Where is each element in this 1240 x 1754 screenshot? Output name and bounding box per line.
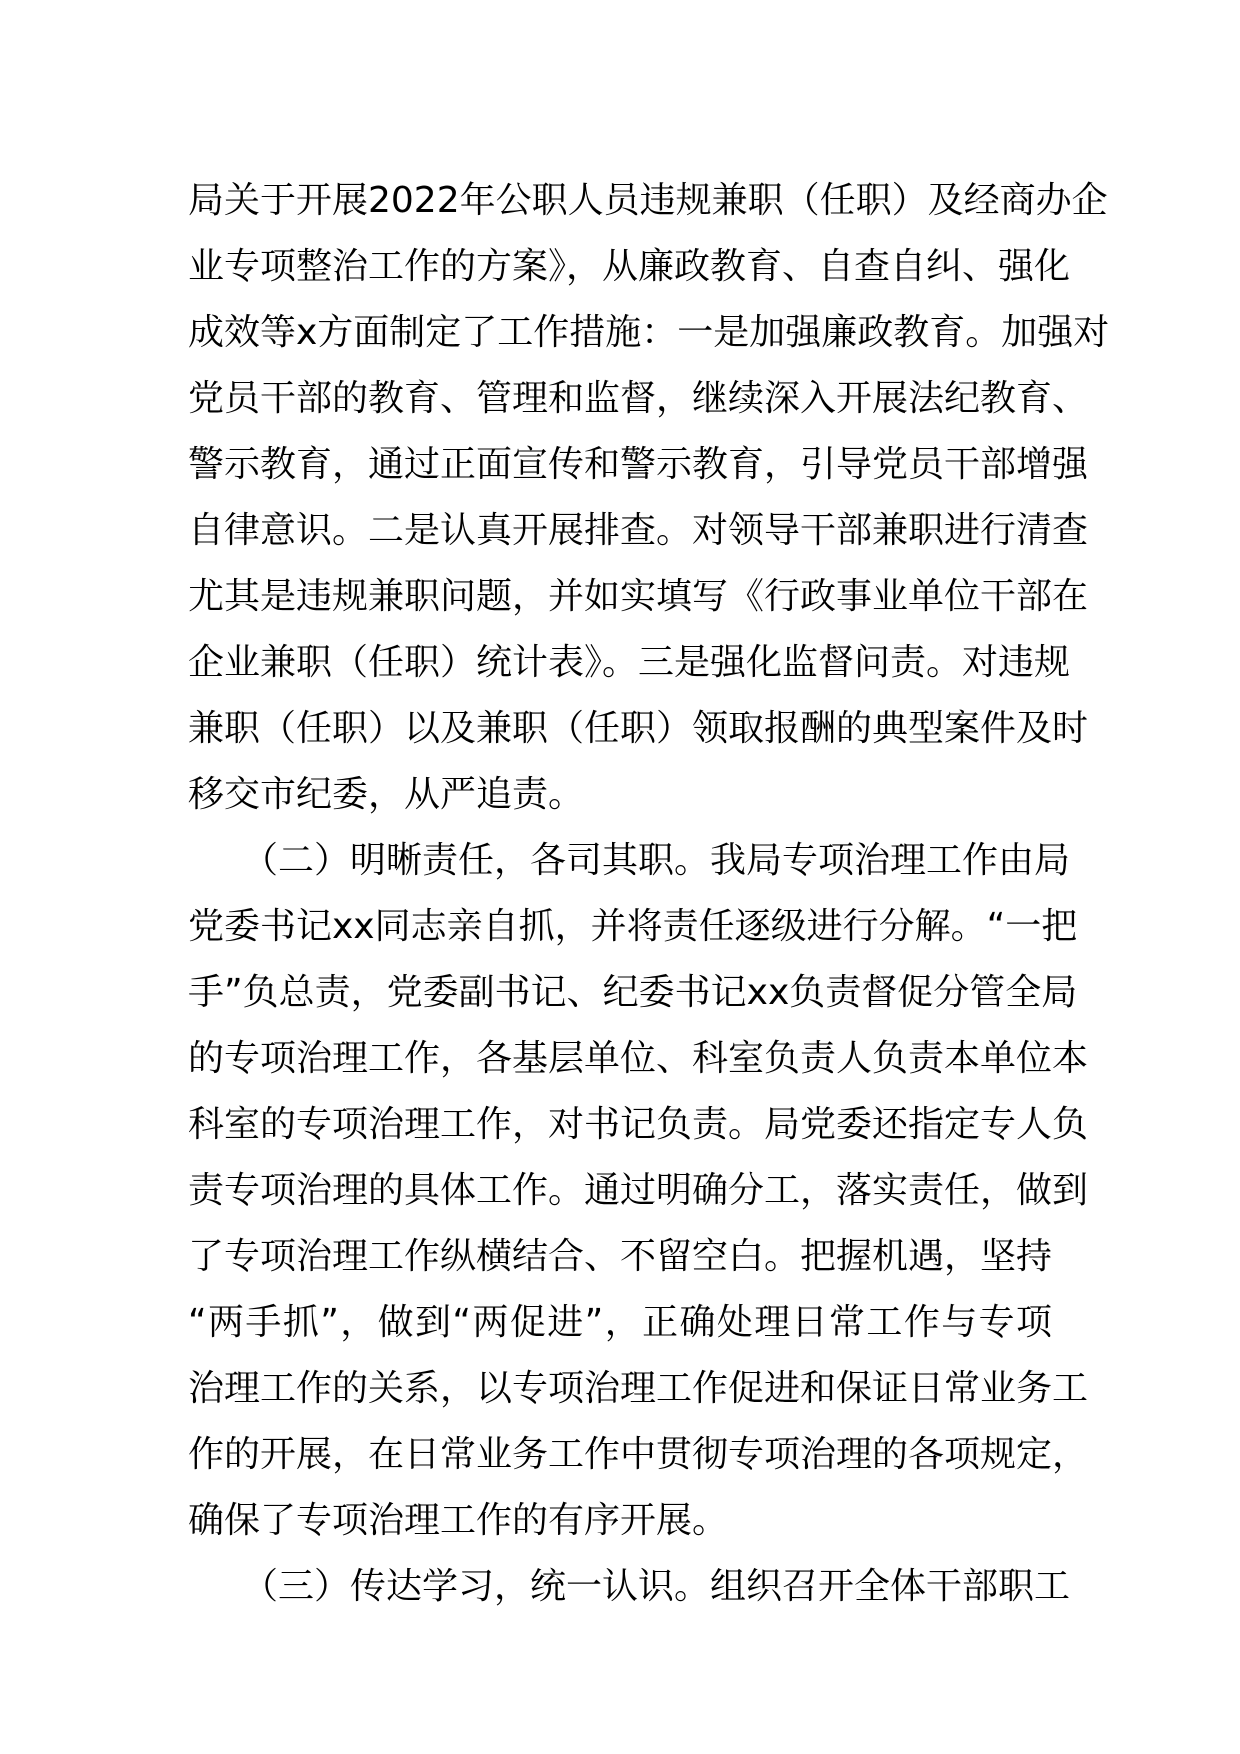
- text-line: 科室的专项治理工作，对书记负责。局党委还指定专人负: [188, 1104, 1089, 1145]
- text-line: （二）明晰责任，各司其职。我局专项治理工作由局: [188, 840, 1071, 881]
- text-line: 自律意识。二是认真开展排查。对领导干部兼职进行清查: [188, 510, 1089, 551]
- text-line: 尤其是违规兼职问题，并如实填写《行政事业单位干部在: [188, 576, 1089, 617]
- text-line: 移交市纪委，从严追责。: [188, 774, 585, 815]
- text-line: 作的开展，在日常业务工作中贯彻专项治理的各项规定，: [188, 1434, 1089, 1475]
- text-line: 兼职（任职）以及兼职（任职）领取报酬的典型案件及时: [188, 708, 1089, 749]
- text-line: （三）传达学习，统一认识。组织召开全体干部职工: [188, 1566, 1071, 1607]
- text-line: 企业兼职（任职）统计表》。三是强化监督问责。对违规: [188, 642, 1071, 683]
- text-line: 手”负总责，党委副书记、纪委书记xx负责督促分管全局: [188, 972, 1078, 1013]
- text-line: 的专项治理工作，各基层单位、科室负责人负责本单位本: [188, 1038, 1089, 1079]
- text-line: 业专项整治工作的方案》，从廉政教育、自查自纠、强化: [188, 246, 1071, 287]
- text-line: 警示教育，通过正面宣传和警示教育，引导党员干部增强: [188, 444, 1089, 485]
- text-line: “两手抓”，做到“两促进”，正确处理日常工作与专项: [188, 1302, 1052, 1343]
- text-line: 确保了专项治理工作的有序开展。: [188, 1500, 729, 1541]
- paragraph-3: [188, 1554, 1071, 1620]
- text-line: 责专项治理的具体工作。通过明确分工，落实责任，做到: [188, 1170, 1089, 1211]
- text-line: 成效等x方面制定了工作措施：一是加强廉政教育。加强对: [188, 312, 1110, 353]
- paragraph-2: [188, 828, 1089, 1554]
- paragraph-1: [188, 168, 1110, 828]
- text-line: 党委书记xx同志亲自抓，并将责任逐级进行分解。“一把: [188, 906, 1078, 947]
- text-line: 治理工作的关系，以专项治理工作促进和保证日常业务工: [188, 1368, 1089, 1409]
- document-body: [188, 168, 1110, 1620]
- text-line: 局关于开展2022年公职人员违规兼职（任职）及经商办企: [188, 180, 1108, 221]
- text-line: 党员干部的教育、管理和监督，继续深入开展法纪教育、: [188, 378, 1089, 419]
- text-line: 了专项治理工作纵横结合、不留空白。把握机遇，坚持: [188, 1236, 1053, 1277]
